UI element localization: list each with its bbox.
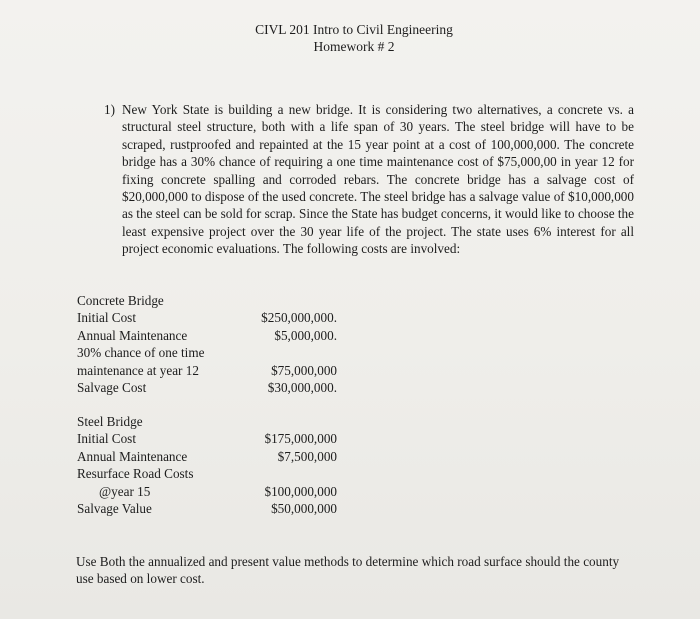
assignment-title: Homework # 2	[313, 39, 395, 54]
steel-salvage-value: $50,000,000	[271, 500, 337, 516]
document-header	[0, 21, 700, 55]
concrete-initial-label: Initial Cost	[77, 310, 136, 326]
concrete-annual-value: $5,000,000.	[274, 327, 337, 343]
steel-initial-value: $175,000,000	[264, 431, 337, 447]
problem-text: New York State is building a new bridge. It is considering two alternatives, a concrete vs. a structural steel structure, both with a life span of 30 years. The steel bridge will have to be scraped, rustproofed and repainted at the 15 year point at a cost of 100,000,000. The concrete bridge has a 30% chance of requiring a one time maintenance cost of $75,000,00 in year 12 for fixing concrete spalling and corroded rebars. The concrete bridge has a salvage cost of $20,000,000 to dispose of the used concrete. The steel bridge has a salvage value of $10,000,000 as the steel can be sold for scrap. Since the State has budget concerns, it would like to choose the least expensive project over the 30 year life of the project. The state uses 6% interest for all project economic evaluations. The following costs are involved:	[122, 102, 634, 257]
course-title: CIVL 201 Intro to Civil Engineering	[255, 22, 453, 37]
concrete-initial-value: $250,000,000.	[261, 310, 337, 326]
steel-year-value: $100,000,000	[264, 483, 337, 499]
concrete-chance-value: $75,000,000	[271, 362, 337, 378]
steel-initial-label: Initial Cost	[77, 431, 136, 447]
concrete-title: Concrete Bridge	[77, 293, 164, 308]
concrete-salvage-value: $30,000,000.	[267, 379, 337, 395]
problem-statement	[104, 101, 634, 258]
steel-cost-table	[77, 413, 337, 517]
problem-number: 1)	[104, 102, 115, 117]
steel-salvage-label: Salvage Value	[77, 500, 152, 516]
concrete-salvage-label: Salvage Cost	[77, 379, 147, 395]
concrete-chance-label-1: 30% chance of one time	[77, 345, 205, 361]
steel-year-label: @year 15	[99, 483, 151, 499]
concrete-chance-label-2: maintenance at year 12	[77, 362, 199, 378]
steel-annual-value: $7,500,000	[277, 448, 337, 464]
closing-question: Use Both the annualized and present value methods to determine which road surface should the county use based on lower cost.	[76, 554, 620, 587]
concrete-annual-label: Annual Maintenance	[77, 327, 188, 343]
steel-annual-label: Annual Maintenance	[77, 448, 188, 464]
steel-resurface-label: Resurface Road Costs	[77, 466, 194, 482]
concrete-cost-table	[77, 292, 337, 396]
steel-title: Steel Bridge	[77, 414, 143, 429]
